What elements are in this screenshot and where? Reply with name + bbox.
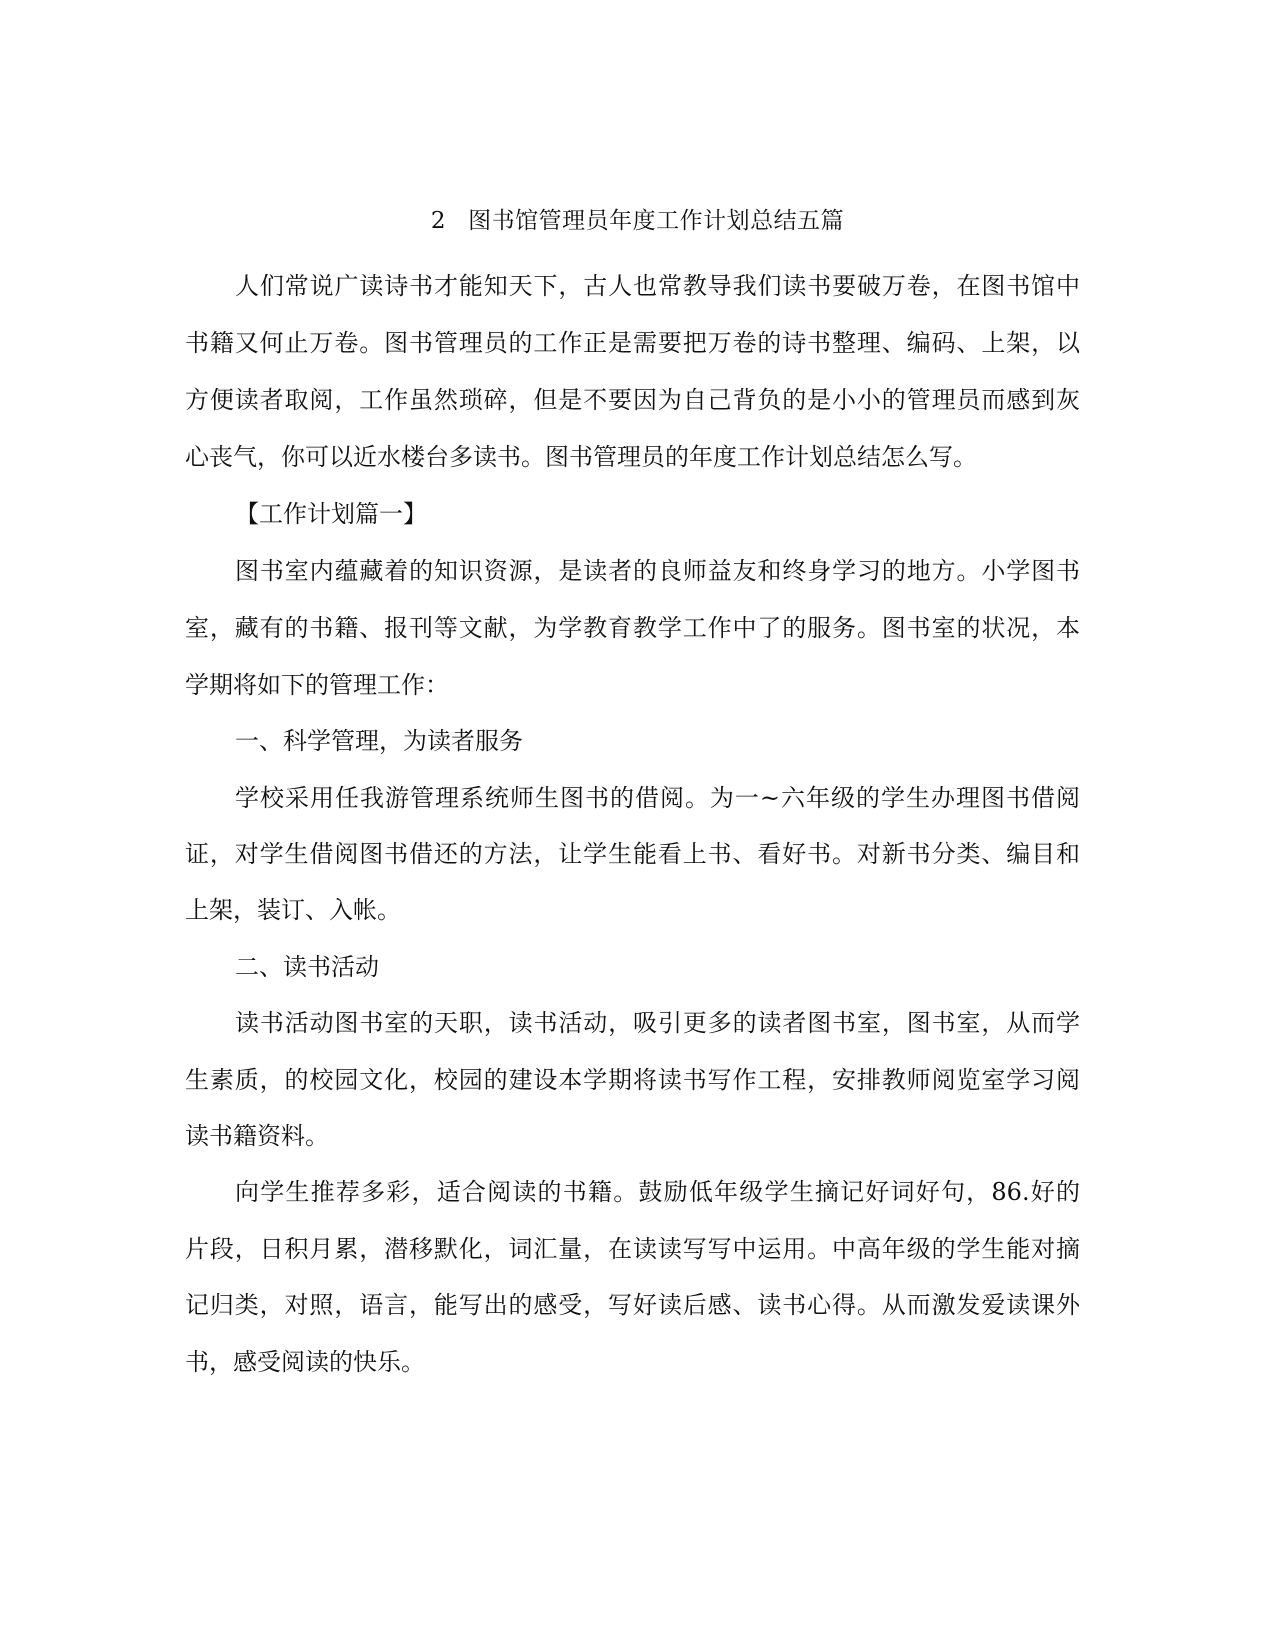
section-heading: 二、读书活动 <box>235 953 379 981</box>
paragraph-line: 读书活动图书室的天职，读书活动，吸引更多的读者图书室，图书室，从而学 <box>235 1009 1080 1037</box>
document-title <box>0 206 1275 236</box>
paragraph-line: 学校采用任我游管理系统师生图书的借阅。为一~六年级的学生办理图书借阅 <box>235 784 1080 812</box>
paragraph-line: 书，感受阅读的快乐。 <box>185 1348 425 1376</box>
paragraph-line: 片段，日积月累，潜移默化，词汇量，在读读写写中运用。中高年级的学生能对摘 <box>185 1235 1080 1263</box>
paragraph-line: 室，藏有的书籍、报刊等文献，为学教育教学工作中了的服务。图书室的状况，本 <box>185 614 1080 642</box>
paragraph-line: 书籍又何止万卷。图书管理员的工作正是需要把万卷的诗书整理、编码、上架，以 <box>185 329 1080 357</box>
paragraph-line: 图书室内蕴藏着的知识资源，是读者的良师益友和终身学习的地方。小学图书 <box>235 557 1080 585</box>
section-heading: 一、科学管理，为读者服务 <box>235 727 523 755</box>
paragraph-line: 向学生推荐多彩，适合阅读的书籍。鼓励低年级学生摘记好词好句，86.好的 <box>235 1178 1080 1206</box>
paragraph-line: 读书籍资料。 <box>185 1122 329 1150</box>
title-number: 2 <box>430 208 447 234</box>
title-text: 图书馆管理员年度工作计划总结五篇 <box>468 208 845 234</box>
paragraph-line: 证，对学生借阅图书借还的方法，让学生能看上书、看好书。对新书分类、编目和 <box>185 840 1080 868</box>
section-heading: 【工作计划篇一】 <box>235 500 427 528</box>
paragraph-line: 学期将如下的管理工作： <box>185 671 449 699</box>
paragraph-line: 人们常说广读诗书才能知天下，古人也常教导我们读书要破万卷，在图书馆中 <box>235 272 1080 300</box>
paragraph-line: 方便读者取阅，工作虽然琐碎，但是不要因为自己背负的是小小的管理员而感到灰 <box>185 386 1080 414</box>
paragraph-line: 生素质，的校园文化，校园的建设本学期将读书写作工程，安排教师阅览室学习阅 <box>185 1066 1080 1094</box>
paragraph-line: 心丧气，你可以近水楼台多读书。图书管理员的年度工作计划总结怎么写。 <box>185 443 977 471</box>
paragraph-line: 记归类，对照，语言，能写出的感受，写好读后感、读书心得。从而激发爱读课外 <box>185 1291 1080 1319</box>
paragraph-line: 上架，装订、入帐。 <box>185 896 401 924</box>
